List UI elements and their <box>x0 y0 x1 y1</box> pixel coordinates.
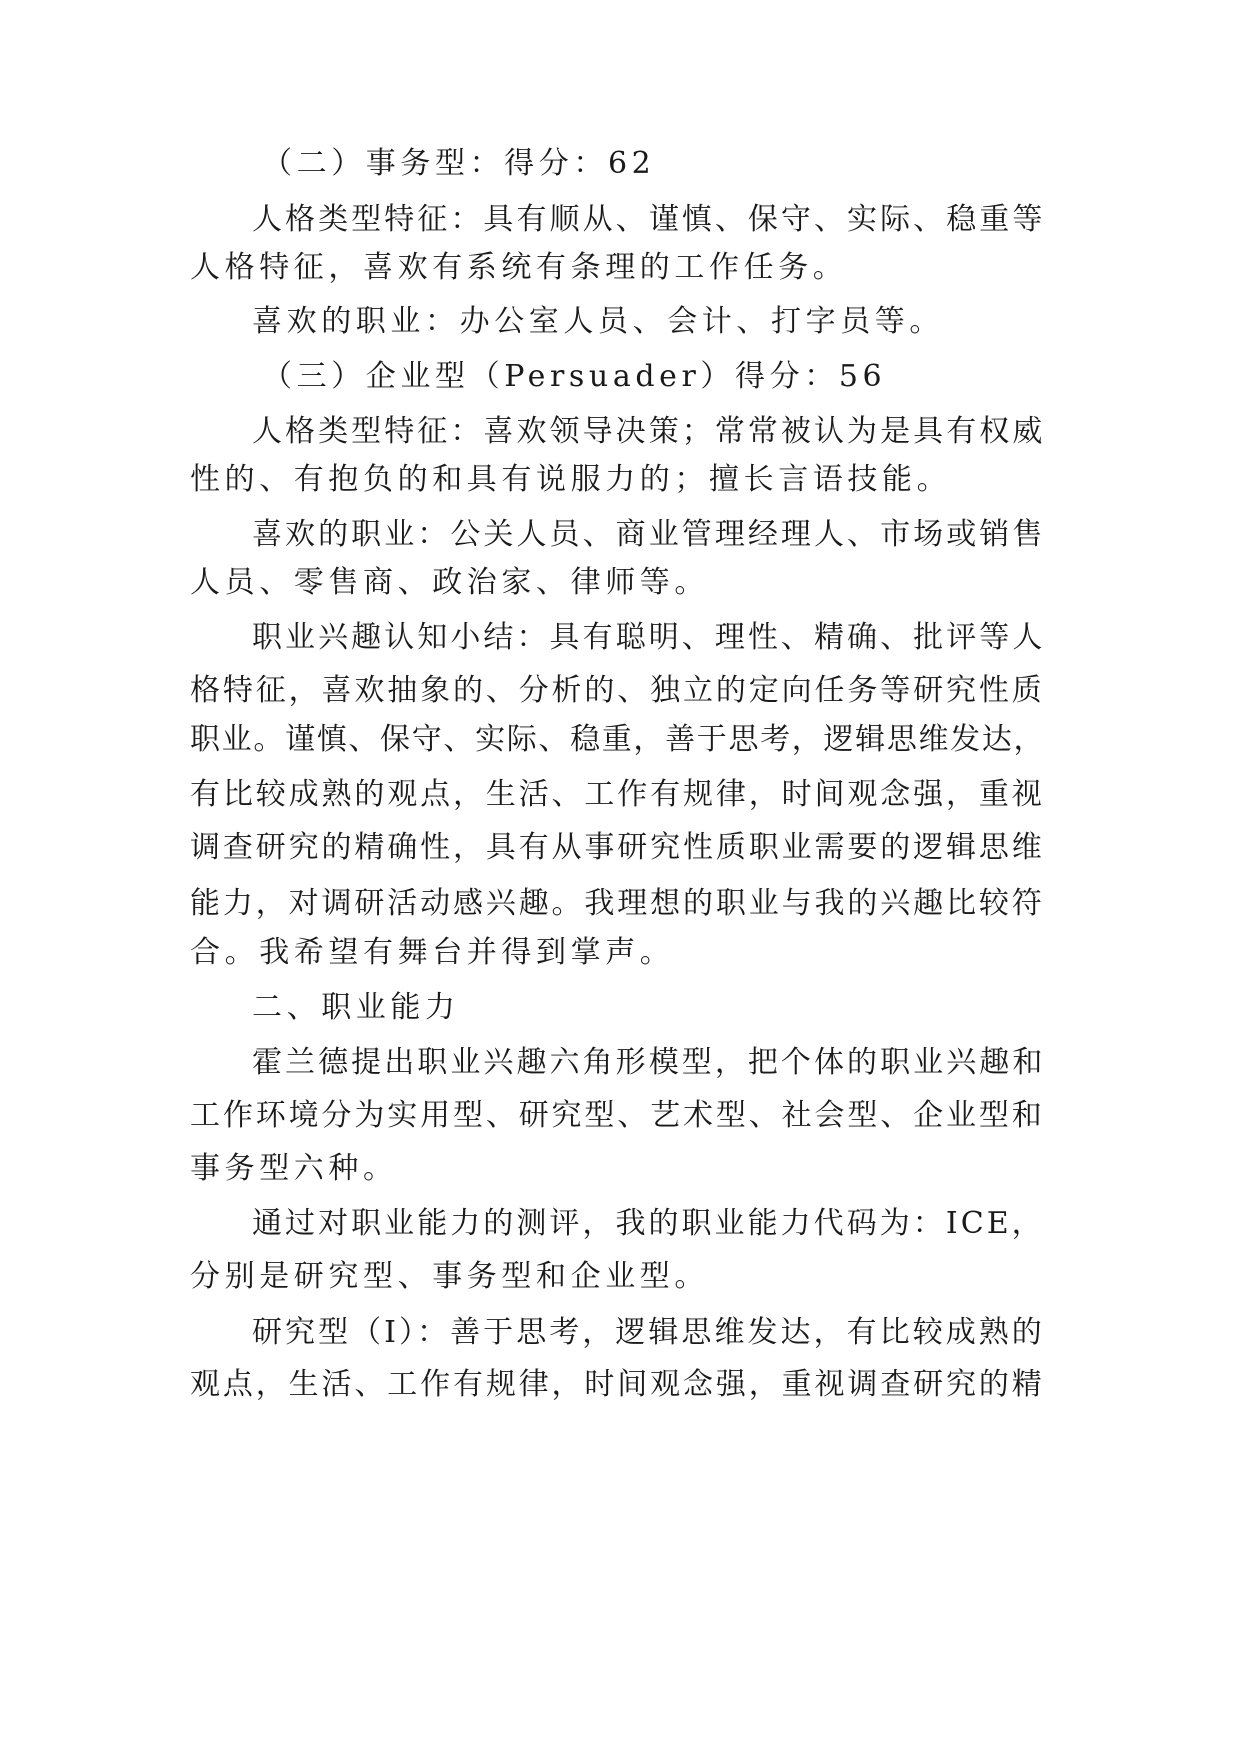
paragraph-line: 事务型六种。 <box>190 1151 398 1186</box>
paragraph-line: 职业兴趣认知小结：具有聪明、理性、精确、批评等人 <box>252 620 1046 655</box>
paragraph-line: 喜欢的职业：办公室人员、会计、打字员等。 <box>252 304 944 339</box>
paragraph-line: 喜欢的职业：公关人员、商业管理经理人、市场或销售 <box>252 517 1046 552</box>
section-heading-clerical: （二）事务型：得分：62 <box>262 146 656 181</box>
section-heading-ability: 二、职业能力 <box>252 990 460 1025</box>
paragraph-line: 霍兰德提出职业兴趣六角形模型，把个体的职业兴趣和 <box>252 1045 1046 1080</box>
paragraph-line: 分别是研究型、事务型和企业型。 <box>190 1259 709 1294</box>
paragraph-line: 有比较成熟的观点，生活、工作有规律，时间观念强，重视 <box>190 777 1045 812</box>
paragraph-line: 观点，生活、工作有规律，时间观念强，重视调查研究的精 <box>190 1367 1045 1402</box>
paragraph-line: 人格类型特征：具有顺从、谨慎、保守、实际、稳重等 <box>252 202 1046 237</box>
paragraph-line: 调查研究的精确性，具有从事研究性质职业需要的逻辑思维 <box>190 830 1045 865</box>
paragraph-line: 工作环境分为实用型、研究型、艺术型、社会型、企业型和 <box>190 1098 1045 1133</box>
paragraph-line: 能力，对调研活动感兴趣。我理想的职业与我的兴趣比较符 <box>190 886 1045 921</box>
paragraph-line: 研究型（I）：善于思考，逻辑思维发达，有比较成熟的 <box>252 1315 1045 1350</box>
section-heading-enterprise: （三）企业型（Persuader）得分：56 <box>262 359 887 394</box>
paragraph-line: 格特征，喜欢抽象的、分析的、独立的定向任务等研究性质 <box>190 673 1045 708</box>
paragraph-line: 通过对职业能力的测评，我的职业能力代码为：ICE， <box>252 1206 1045 1241</box>
paragraph-line: 人格类型特征：喜欢领导决策；常常被认为是具有权威 <box>252 414 1046 449</box>
paragraph-line: 职业。谨慎、保守、实际、稳重，善于思考，逻辑思维发达， <box>190 722 1046 757</box>
paragraph-line: 人格特征，喜欢有系统有条理的工作任务。 <box>190 250 848 285</box>
paragraph-line: 性的、有抱负的和具有说服力的；擅长言语技能。 <box>190 462 952 497</box>
paragraph-line: 合。我希望有舞台并得到掌声。 <box>190 935 675 970</box>
paragraph-line: 人员、零售商、政治家、律师等。 <box>190 565 709 600</box>
